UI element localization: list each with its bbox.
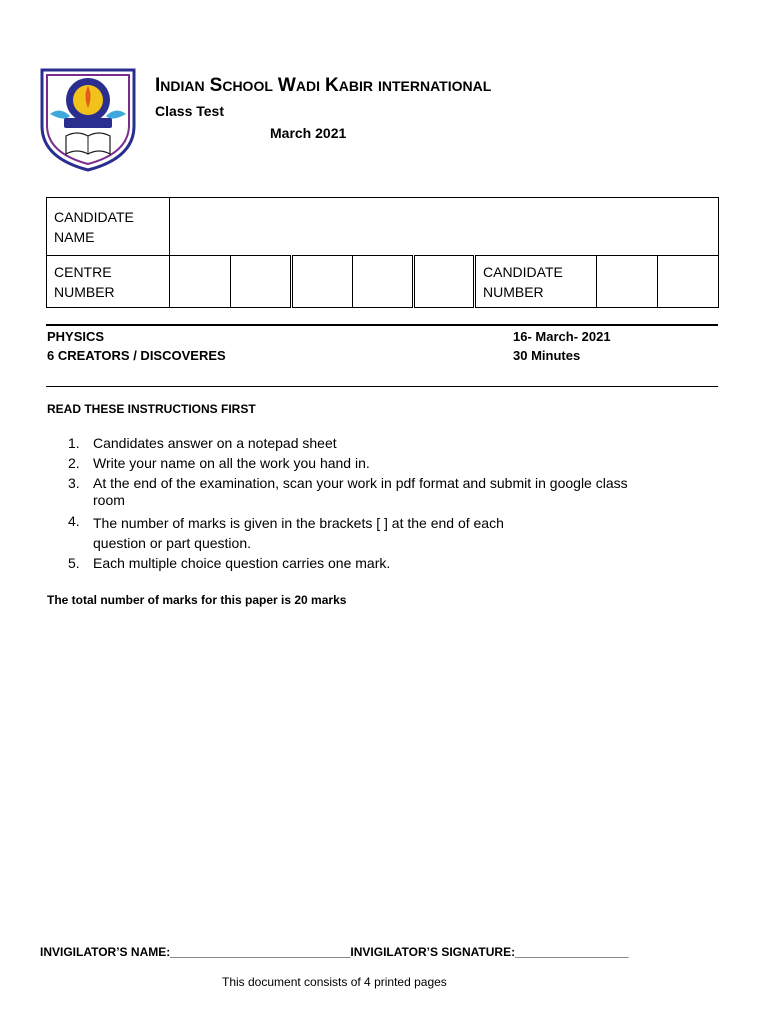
divider bbox=[46, 324, 718, 326]
instruction-text: The number of marks is given in the brackets [ ] at the end of each question or part question. bbox=[93, 515, 504, 551]
divider bbox=[46, 386, 718, 387]
instruction-number: 1. bbox=[68, 435, 80, 451]
candidate-name-label: CANDIDATE NAME bbox=[47, 198, 170, 256]
centre-number-box[interactable] bbox=[231, 256, 292, 308]
centre-number-box[interactable] bbox=[292, 256, 353, 308]
instruction-number: 2. bbox=[68, 455, 80, 471]
candidate-name-field[interactable] bbox=[170, 198, 719, 256]
candidate-number-label: CANDIDATE NUMBER bbox=[475, 256, 597, 308]
test-type: Class Test bbox=[155, 103, 224, 119]
page-count-note: This document consists of 4 printed pages bbox=[222, 975, 447, 989]
centre-number-label: CENTRE NUMBER bbox=[47, 256, 170, 308]
instruction-text: Write your name on all the work you hand in. bbox=[93, 455, 370, 471]
instructions-title: READ THESE INSTRUCTIONS FIRST bbox=[47, 402, 256, 416]
instruction-number: 4. bbox=[68, 513, 80, 529]
school-name-word: KABIR bbox=[324, 75, 373, 96]
school-name-word: SCHOOL bbox=[209, 75, 273, 96]
centre-number-box[interactable] bbox=[414, 256, 475, 308]
exam-duration: 30 Minutes bbox=[513, 348, 581, 363]
instruction-text: Candidates answer on a notepad sheet bbox=[93, 435, 337, 451]
candidate-details-table bbox=[46, 197, 719, 308]
instruction-number: 3. bbox=[68, 475, 80, 491]
class-group: 6 CREATORS / DISCOVERES bbox=[47, 348, 226, 363]
total-marks-note: The total number of marks for this paper is 20 marks bbox=[47, 593, 347, 607]
candidate-number-box[interactable] bbox=[597, 256, 658, 308]
invigilator-line: INVIGILATOR’S NAME:___________________________INVIGILATOR’S SIGNATURE:_________________ bbox=[40, 945, 629, 959]
centre-number-box[interactable] bbox=[170, 256, 231, 308]
school-name-word: INDIAN bbox=[155, 75, 205, 96]
instruction-text: At the end of the examination, scan your work in pdf format and submit in google class room bbox=[93, 475, 628, 508]
school-name-word: WADI bbox=[277, 75, 320, 96]
candidate-number-box[interactable] bbox=[658, 256, 719, 308]
exam-month: March 2021 bbox=[270, 125, 347, 141]
school-crest-icon bbox=[36, 66, 140, 172]
instruction-number: 5. bbox=[68, 555, 80, 571]
exam-date: 16- March- 2021 bbox=[513, 329, 611, 344]
school-name bbox=[155, 75, 491, 97]
subject: PHYSICS bbox=[47, 329, 105, 344]
school-name-suffix: INTERNATIONAL bbox=[377, 78, 492, 94]
instruction-text: Each multiple choice question carries one mark. bbox=[93, 555, 391, 571]
centre-number-box[interactable] bbox=[353, 256, 414, 308]
